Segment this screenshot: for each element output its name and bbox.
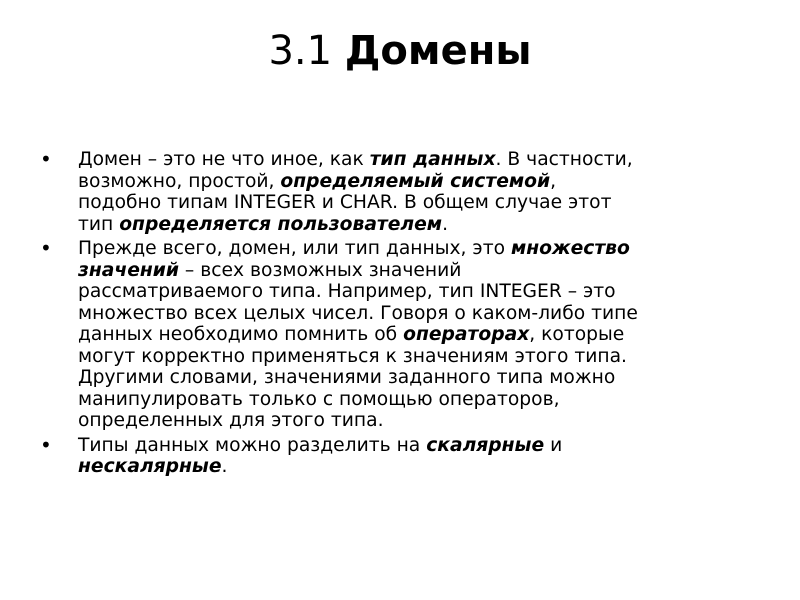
title-number: 3.1 <box>268 28 333 74</box>
emphasized-term: скалярные <box>426 434 545 456</box>
text-line <box>78 410 780 432</box>
text-line <box>78 303 780 325</box>
emphasized-term: значений <box>78 259 179 281</box>
bullet-dot-icon: • <box>40 147 52 171</box>
text-line <box>78 214 780 236</box>
text-run: Домен – это не что иное, как <box>78 149 370 170</box>
text-run: множество всех целых чисел. Говоря о каком-либо типе <box>78 302 638 324</box>
text-run: определенных для этого типа. <box>78 410 384 431</box>
text-run: манипулировать только с помощью операторов, <box>78 388 560 410</box>
text-line <box>78 389 780 411</box>
text-line <box>78 238 780 260</box>
text-line <box>78 456 780 478</box>
text-run: , <box>550 170 557 192</box>
bullet-text <box>78 435 780 478</box>
emphasized-term: множество <box>510 238 630 259</box>
emphasized-term: определяемый системой <box>280 170 551 192</box>
text-run: рассматриваемого типа. Например, тип INTEGER – это <box>78 281 616 302</box>
text-line <box>78 435 780 457</box>
bullet-text <box>78 238 780 432</box>
text-run: Другими словами, значениями заданного типа можно <box>78 367 616 388</box>
text-run: тип <box>78 213 120 235</box>
text-line <box>78 281 780 303</box>
bullet-list <box>40 149 780 481</box>
text-run: могут корректно применяться к значениям этого типа. <box>78 345 628 367</box>
text-line <box>78 192 780 214</box>
text-line <box>78 171 780 193</box>
text-run: – всех возможных значений <box>178 259 462 281</box>
text-line <box>78 260 780 282</box>
text-run: и <box>544 434 563 456</box>
text-run: . <box>442 213 449 235</box>
text-run: данных необходимо помнить об <box>78 324 404 345</box>
text-line <box>78 367 780 389</box>
emphasized-term: тип данных <box>369 149 496 170</box>
text-line <box>78 149 780 171</box>
text-run: . <box>221 456 228 477</box>
text-run: подобно типам INTEGER и CHAR. В общем случае этот <box>78 192 612 213</box>
text-run: Прежде всего, домен, или тип данных, это <box>78 238 511 259</box>
title-text: Домены <box>344 28 532 74</box>
bullet-item <box>40 149 780 235</box>
emphasized-term: определяется пользователем <box>119 213 443 235</box>
emphasized-term: нескалярные <box>78 456 222 477</box>
text-run: возможно, простой, <box>78 170 281 192</box>
text-line <box>78 346 780 368</box>
text-run: , которые <box>529 324 625 345</box>
bullet-dot-icon: • <box>40 236 52 260</box>
text-run: . В частности, <box>495 149 633 170</box>
bullet-item <box>40 238 780 432</box>
bullet-item <box>40 432 780 478</box>
text-line <box>78 324 780 346</box>
bullet-dot-icon: • <box>40 432 52 457</box>
text-run: Типы данных можно разделить на <box>78 434 427 456</box>
emphasized-term: операторах <box>403 324 530 345</box>
bullet-text <box>78 149 780 235</box>
slide-title <box>0 26 800 76</box>
